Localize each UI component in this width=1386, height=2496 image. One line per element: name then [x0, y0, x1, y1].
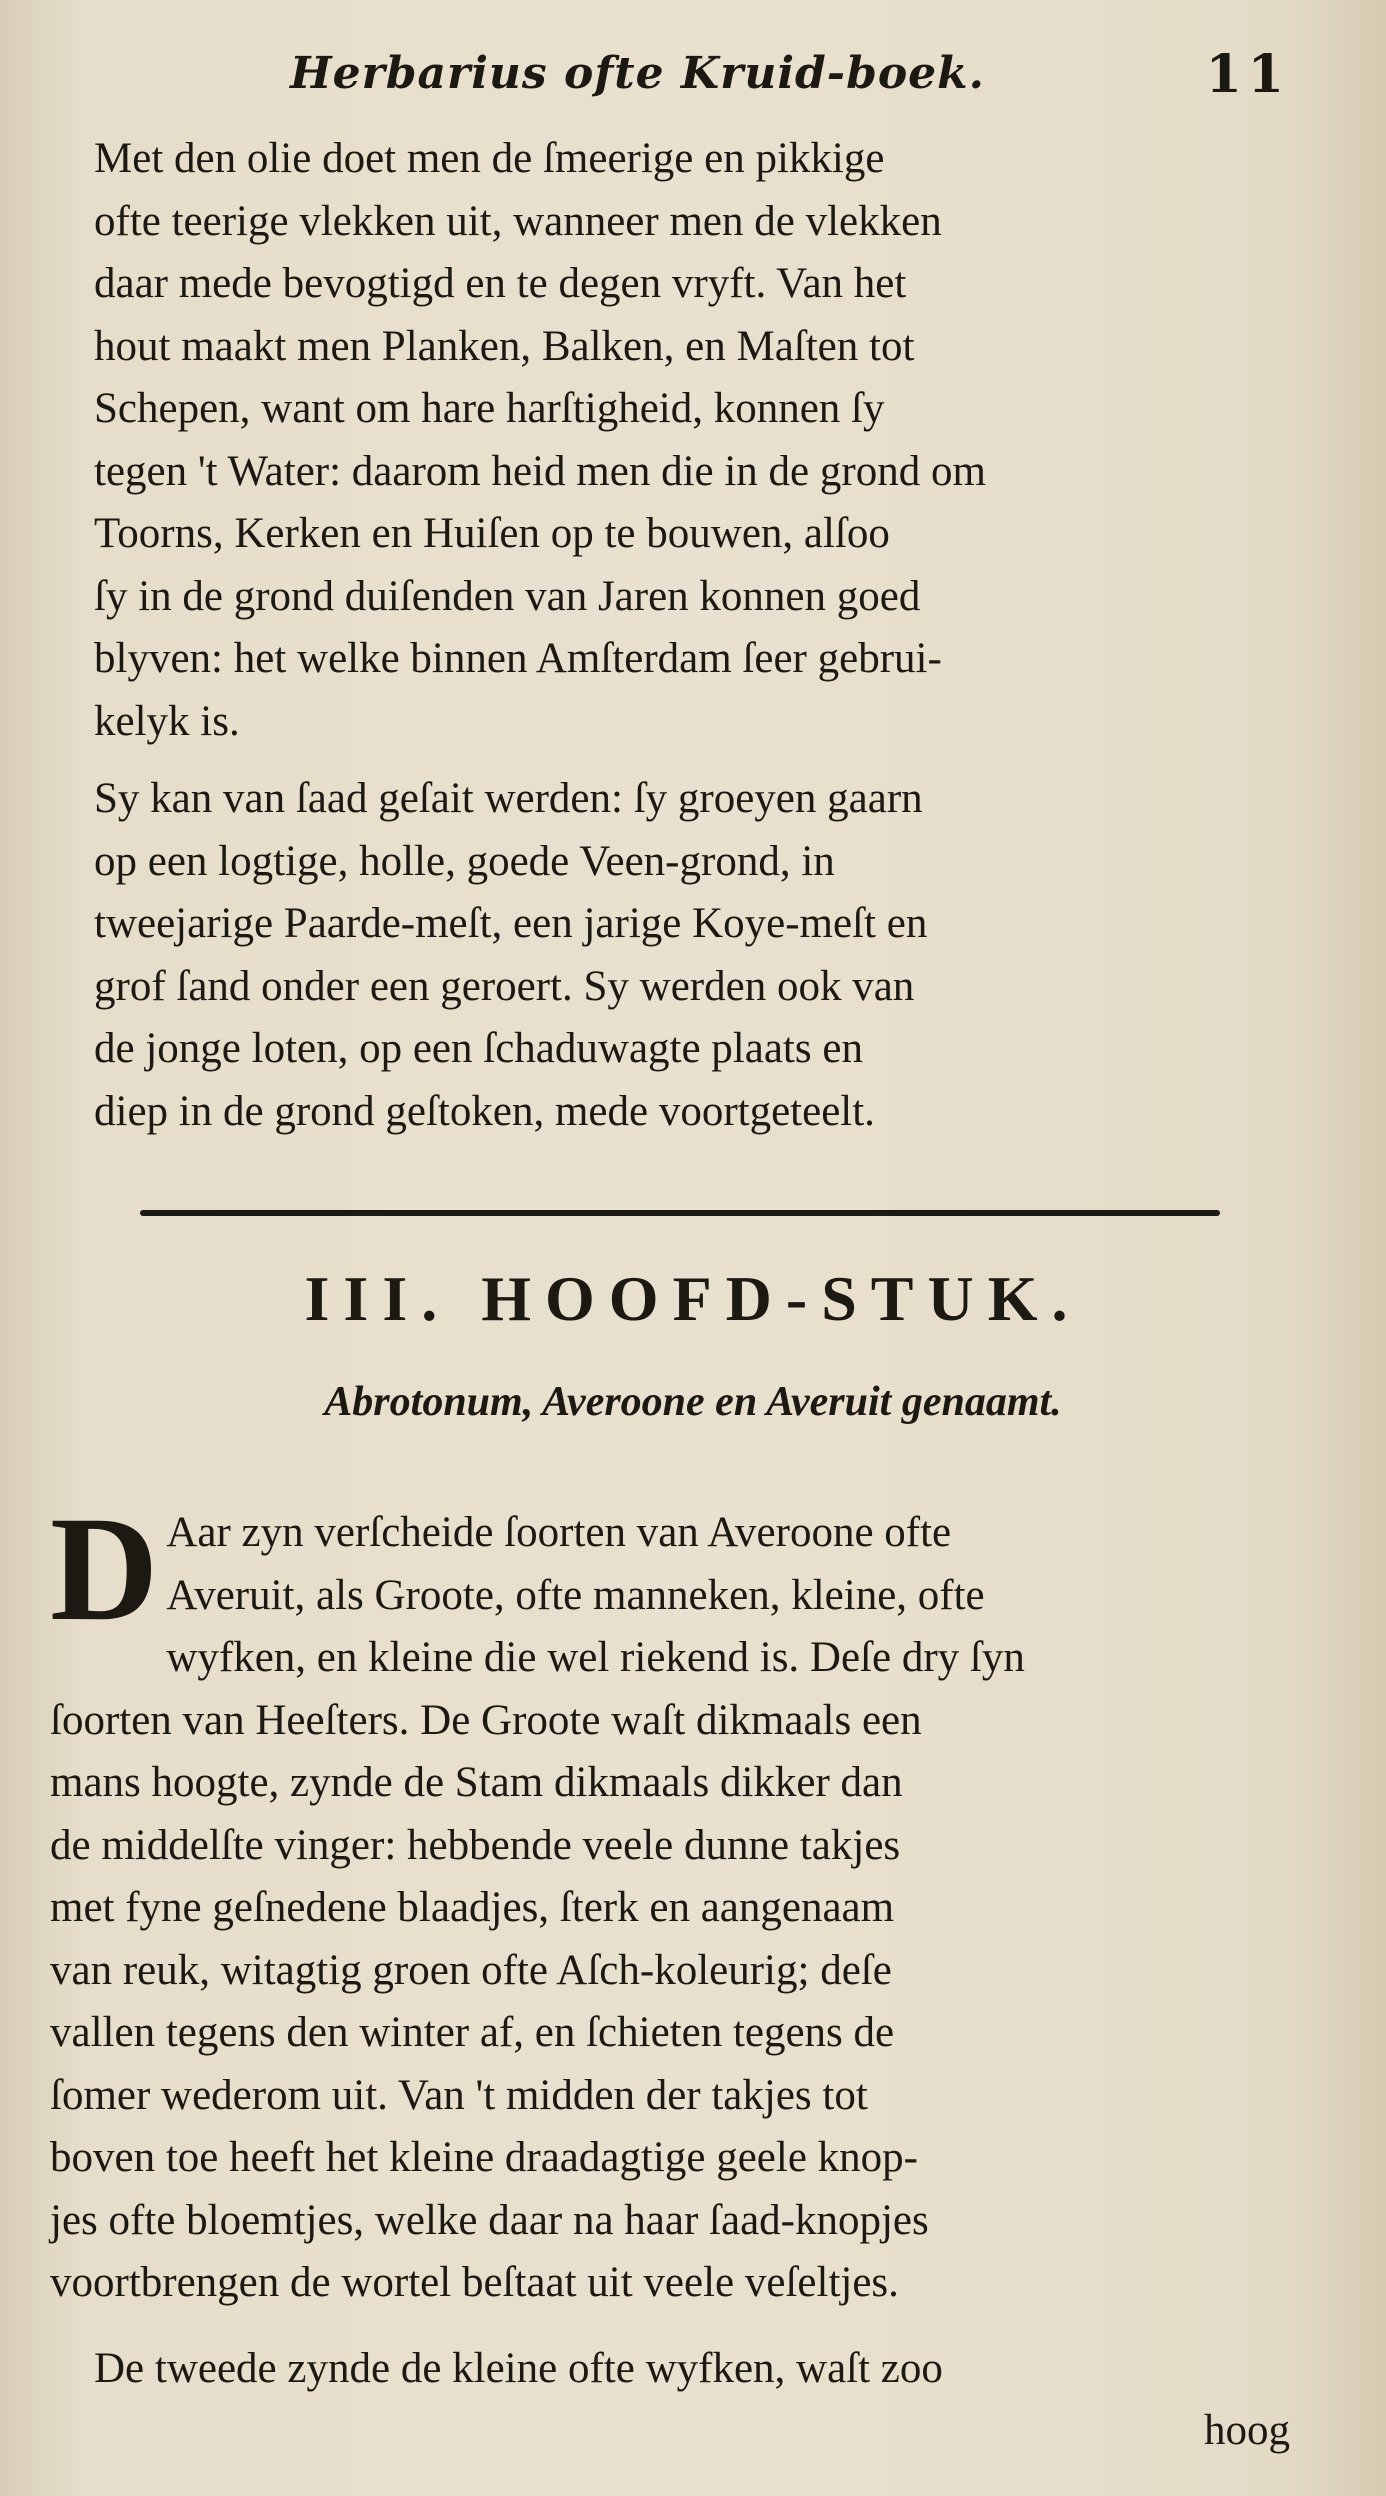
- section-one-text: [50, 128, 1290, 753]
- paragraph-4: [50, 2338, 1290, 2401]
- text-line: hout maakt men Planken, Balken, en Maſten tot: [94, 322, 915, 370]
- text-line: van reuk, witagtig groen ofte Aſch-koleurig; deſe: [50, 1946, 892, 1994]
- page-number: 11: [1205, 44, 1290, 105]
- chapter-heading: III. HOOFD-STUK.: [304, 1263, 1082, 1334]
- text-line: Averuit, als Groote, ofte manneken, kleine, ofte: [166, 1571, 985, 1619]
- text-line: Toorns, Kerken en Huiſen op te bouwen, alſoo: [94, 510, 890, 557]
- paragraph-3: [50, 1486, 1290, 2315]
- page-header: [50, 40, 1290, 110]
- text-line: de jonge loten, op een ſchaduwagte plaats en: [94, 1025, 863, 1072]
- text-line: de middelſte vinger: hebbende veele dunne takjes: [50, 1821, 901, 1869]
- drop-cap: D: [50, 1486, 159, 1652]
- section-two-last-line: [50, 2338, 1290, 2401]
- text-line: tegen 't Water: daarom heid men die in de grond om: [94, 447, 986, 495]
- text-line: Aar zyn verſcheide ſoorten van Averoone ofte: [166, 1509, 952, 1556]
- text-line: ofte teerige vlekken uit, wanneer men de vlekken: [94, 197, 942, 245]
- running-title: Herbarius ofte Kruid-boek.: [290, 48, 985, 99]
- paragraph-1: [50, 128, 1290, 753]
- text-line: voortbrengen de wortel beſtaat uit veele veſeltjes.: [50, 2259, 899, 2306]
- text-line: jes ofte bloemtjes, welke daar na haar ſaad-knopjes: [50, 2196, 929, 2244]
- text-line: boven toe heeft het kleine draadagtige geele knop-: [50, 2134, 918, 2181]
- section-two-text: [50, 1486, 1290, 2315]
- text-line: blyven: het welke binnen Amſterdam ſeer gebrui-: [94, 635, 942, 682]
- catchword: hoog: [1204, 2407, 1290, 2454]
- text-line: ſomer wederom uit. Van 't midden der takjes tot: [50, 2071, 868, 2119]
- text-line: Sy kan van ſaad geſait werden: ſy groeyen gaarn: [94, 775, 923, 822]
- text-line: op een logtige, holle, goede Veen-grond, in: [94, 837, 835, 885]
- text-line: mans hoogte, zynde de Stam dikmaals dikker dan: [50, 1759, 903, 1806]
- section-one-text-2: [50, 768, 1290, 1143]
- text-line: De tweede zynde de kleine ofte wyfken, waſt zoo: [94, 2345, 943, 2392]
- paragraph-2: [50, 768, 1290, 1143]
- text-line: tweejarige Paarde-meſt, een jarige Koye-meſt en: [94, 900, 928, 947]
- text-line: Schepen, want om hare harſtigheid, konnen ſy: [94, 385, 885, 432]
- text-line: grof ſand onder een geroert. Sy werden ook van: [94, 962, 915, 1010]
- text-line: daar mede bevogtigd en te degen vryft. Van het: [94, 260, 907, 307]
- chapter-subtitle: Abrotonum, Averoone en Averuit genaamt.: [324, 1379, 1062, 1425]
- text-line: met fyne geſnedene blaadjes, ſterk en aangenaam: [50, 1884, 895, 1931]
- text-line: ſy in de grond duiſenden van Jaren konnen goed: [94, 572, 921, 620]
- text-line: wyfken, en kleine die wel riekend is. Deſe dry ſyn: [166, 1634, 1025, 1681]
- text-line: diep in de grond geſtoken, mede voortgeteelt.: [94, 1087, 875, 1135]
- text-line: Met den olie doet men de ſmeerige en pikkige: [94, 135, 885, 182]
- section-divider: [140, 1210, 1220, 1216]
- text-line: ſoorten van Heeſters. De Groote waſt dikmaals een: [50, 1696, 922, 1744]
- text-line: kelyk is.: [94, 697, 240, 745]
- text-line: vallen tegens den winter af, en ſchieten tegens de: [50, 2009, 895, 2056]
